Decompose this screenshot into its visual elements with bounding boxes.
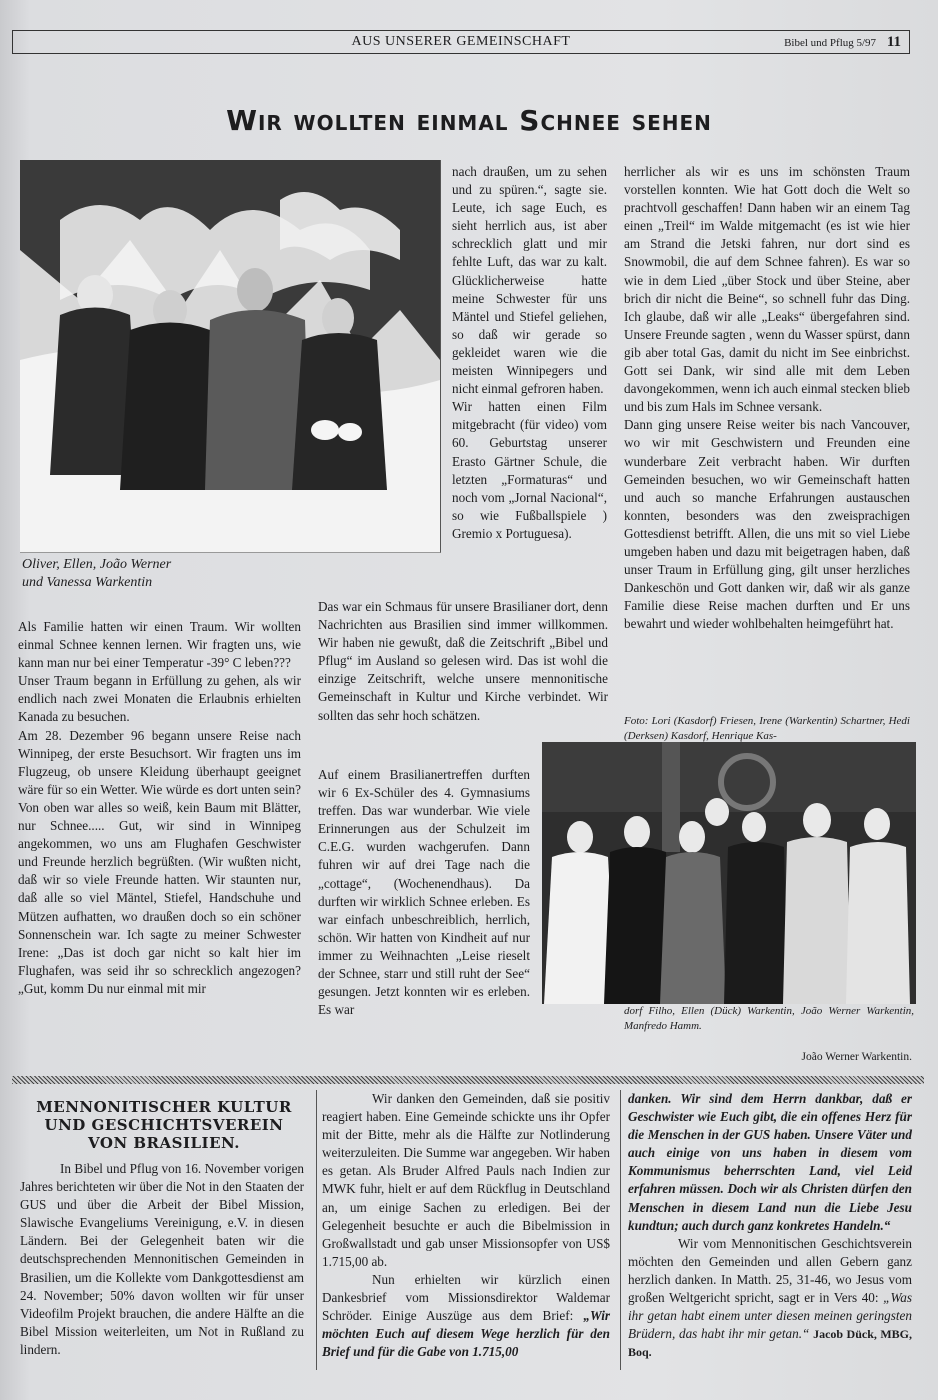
article-column-2-middle — [318, 598, 608, 725]
paragraph: Das war ein Schmaus für unsere Brasilianer dort, denn Nachrichten aus Brasilien sind immer willkommen. Wir haben nie gewußt, daß die Zeitschrift „Bibel und Pflug“ im Ausland so gelesen wird. Das ist wohl die einzige Zeitschrift, welche unsere mennonitische Gemeinschaft in Kultur und Kirche verbindet. Wir sollten das sehr hoch schätzen. — [318, 599, 608, 723]
box-column-2 — [322, 1090, 610, 1361]
column-rule — [620, 1090, 621, 1370]
box-column-1 — [20, 1160, 304, 1359]
box-column-3 — [628, 1090, 912, 1361]
group-photo-image — [542, 742, 916, 1004]
photo1-caption — [22, 556, 222, 592]
article-column-2-upper — [452, 163, 607, 543]
paragraph: Wir hatten einen Film mitgebracht (für video) vom 60. Geburtstag unserer Erasto Gärtner Schule, die letzten „Formaturas“ und noch vom „Jornal Nacional“, so wie Fußballspiele ) Gremio x Portuguesa). — [452, 399, 607, 541]
paragraph: Dann ging unsere Reise weiter bis nach Vancouver, wo wir mit Geschwistern und Freunden eine wunderbare Zeit verbracht haben. Wir durften Gemeinden besuchen, wo wir Gemeinschaft hatten und auch so manche Erfahrungen austauschen konnten, besonders was den zweisprachigen Gottesdienst betrifft. Allen, die uns mit so viel Liebe umgeben haben und dazu mit beigetragen haben, daß unser Traum in Erfüllung ging, gilt unser herzliches Dankeschön und Gott danken wir, daß wir als ganze Familie diese Reise machen durften und Er uns bewahrt und wieder wohlbehalten heimgeführt hat. — [624, 417, 910, 632]
column-rule — [316, 1090, 317, 1370]
issue-info — [784, 34, 901, 51]
article-column-2-lower — [318, 766, 530, 1019]
box-headline-line: VON BRASILIEN. — [88, 1134, 240, 1152]
paragraph: herrlicher als wir es uns im schönsten Traum vorstellen konnten. Wie hat Gott doch die Welt so prachtvoll geschaffen! Dann haben wir an einem Tag einen „Treil“ im Walde mitgemacht (es ist wie hier am Strand die Jetski fahren, nur dort sind es Snowmobil, die auf dem Schnee fahren). Es war so wie in dem Lied „über Stock und über Steine, aber brich dir nicht die Beine“, so schnell fuhr das Ding. Ich glaube, daß wir alle „Leaks“ übergefahren sind. Unsere Freunde sagten , wenn du Wasser spürst, dann gib aber total Gas, damit du nicht im See einbrichst. Gott sei Dank, wir sind alle mit dem Leben davongekommen, wenn ich auch einmal stecken blieb und bis zum Hals im Schnee versank. — [624, 164, 910, 415]
paragraph: Wir danken den Gemeinden, daß sie positiv reagiert haben. Eine Gemeinde schickte uns ihr Opfer mit der Bitte, mehr als die Hälfte zur Notlinderung weiterzuleiten. Die Summe war angegeben. Wir haben es getan. Als Bruder Alfred Pauls nach Indien zur MWK fuhr, hielt er auf dem Rückflug in Deutschland an, um einige Sachen zu erledigen. Bei der Gelegenheit besuchte er auch die Bibelmission in Großwallstadt und gab unser Missionsopfer von US$ 1.715,00 ab. — [322, 1091, 610, 1269]
snow-photo-image — [20, 160, 440, 552]
photo2-caption-top: Foto: Lori (Kasdorf) Friesen, Irene (Warkentin) Schartner, Hedi (Derksen) Kasdorf, Henrique Kas- — [624, 715, 910, 742]
paragraph-text: Wir vom Mennonitischen Geschichtsverein möchten den Gemeinden und allen Gebern ganz herzlich danken. In Matth. 25, 31-46, wo Jesus vom großen Weltgericht spricht, sagt er in Vers 40: — [628, 1235, 912, 1306]
paragraph: Unser Traum begann in Erfüllung zu gehen, als wir endlich nach zwei Monaten die Erlaubnis erhielten Kanada zu besuchen. — [18, 673, 301, 725]
paragraph: nach draußen, um zu sehen und zu spüren.“, sagte sie. Leute, ich sage Euch, es sieht herrlich aus, ist aber schrecklich glatt und mir fehlte Luft, das war zu kalt. Glücklicherweise hatte meine Schwester für uns Mäntel und Stiefel geliehen, so daß wir gerade so gekleidet waren wie die meisten Winnipegers und nicht einmal gefroren haben. — [452, 164, 607, 397]
article-headline: Wir wollten einmal Schnee sehen — [226, 104, 712, 137]
section-title: AUS UNSERER GEMEINSCHAFT — [351, 34, 571, 49]
issue-label: Bibel und Pflug 5/97 — [784, 37, 877, 49]
box-headline — [18, 1098, 310, 1152]
paragraph — [628, 1235, 912, 1362]
article-column-1 — [18, 618, 301, 998]
section-divider — [12, 1076, 924, 1084]
letter-quote: „Wir möchten Euch auf diesem Wege herzlich für den Brief und für die Gabe von 1.715,00 — [322, 1308, 610, 1360]
group-photo — [542, 742, 916, 1004]
article-column-3 — [624, 163, 910, 633]
box-headline-line: UND GESCHICHTSVEREIN — [44, 1116, 284, 1134]
family-snow-photo — [20, 160, 441, 553]
article-author: João Werner Warkentin. — [801, 1051, 912, 1063]
paragraph: Auf einem Brasilianertreffen durften wir 6 Ex-Schüler des 4. Gymnasiums treffen. Das war wunderbar. Wie viele Erinnerungen aus der Schulzeit im C.E.G. wurden wachgerufen. Dann fuhren wir auf drei Tage nach die „cottage“, (Wochenendhaus). Da durften wir wirklich Schnee erleben. Es war einfach unbeschreiblich, herrlich, schön. Wir hatten von Kindheit auf nur immer zu Weihnachten „Leise rieselt der Schnee, starr und still ruht der See“ gesungen. Jetzt konnten wir es erleben. Es war — [318, 767, 530, 1018]
box-author: Jacob Dück, MBG, Boq. — [628, 1327, 912, 1360]
bible-quote: „Was ihr getan habt einem unter diesen meinen geringsten Brüdern, das habt ihr mir getan.“ — [628, 1290, 912, 1342]
page-header — [12, 30, 910, 54]
letter-quote: danken. Wir sind dem Herrn dankbar, daß er Geschwister wie Euch gibt, die ein offenes Herz für die Menschen in der GUS haben. Unsere Väter und auch einige von uns haben in diesem vom Kommunismus beherrschten Land, viel Leid erfahren müssen. Doch wir als Christen dürfen den Menschen in diesem Land nun die Liebe Jesu kundtun; auch durch ganz konkretes Handeln.“ — [628, 1091, 912, 1233]
page-number: 11 — [886, 34, 901, 50]
caption-line: und Vanessa Warkentin — [22, 575, 153, 590]
paragraph: In Bibel und Pflug von 16. November vorigen Jahres berichteten wir über die Not in den Staaten der GUS und über die Arbeit der Bibel Mission, Slawische Evangeliums Vereinigung, e.V. in diesen Ländern. Bei der Gelegenheit baten wir die deutschsprechenden Mennonitischen Gemeinden in Brasilien, um die Kollekte vom Dankgottesdienst am 24. November; 50% davon wollten wir für unser Videofilm Projekt brauchen, die andere Hälfte an die Bibel Mission weiterleiten, um Not in Rußland zu lindern. — [20, 1161, 304, 1357]
caption-line: Oliver, Ellen, João Werner — [22, 557, 172, 572]
paragraph: Am 28. Dezember 96 begann unsere Reise nach Winnipeg, der erste Besuchsort. Wir fragten uns im Flugzeug, ob unsere Kleidung überhaupt geeignet wäre für so ein Wetter. Wie würde es dort unten sein? Von oben war alles so weiß, kein Baum mit Blätter, nur Schnee..... Gut, wir sind in Winnipeg angekommen, wo uns am Flughafen Geschwister und Freunde herzlich begrüßten. (Wir wußten nicht, daß wir so viele Freunde hatten. Wir staunten nur, daß alle so viel Mäntel, Stiefel, Handschuhe und Mützen aufhatten, wo draußen doch so ein schöner Sonnenschein war. Ich sagte zu meiner Schwester Irene: „Das ist doch gar nicht so kalt hier im Flughafen, was seid ihr so schrecklich angezogen? „Gut, komm Du nur einmal mit mir — [18, 727, 301, 996]
photo2-caption-bottom: dorf Filho, Ellen (Dück) Warkentin, João Werner Warkentin, Manfredo Hamm. — [624, 1005, 914, 1032]
paragraph: Als Familie hatten wir einen Traum. Wir wollten einmal Schnee kennen lernen. Wir fragten uns, wie kann man nur bei einer Temperatur -39° C leben??? — [18, 619, 301, 671]
paragraph-text: Nun erhielten wir kürzlich einen Dankesbrief vom Missionsdirektor Waldemar Schröder. Einige Auszüge aus dem Brief: — [322, 1271, 610, 1324]
box-headline-line: MENNONITISCHER KULTUR — [36, 1098, 292, 1116]
paragraph — [322, 1271, 610, 1361]
